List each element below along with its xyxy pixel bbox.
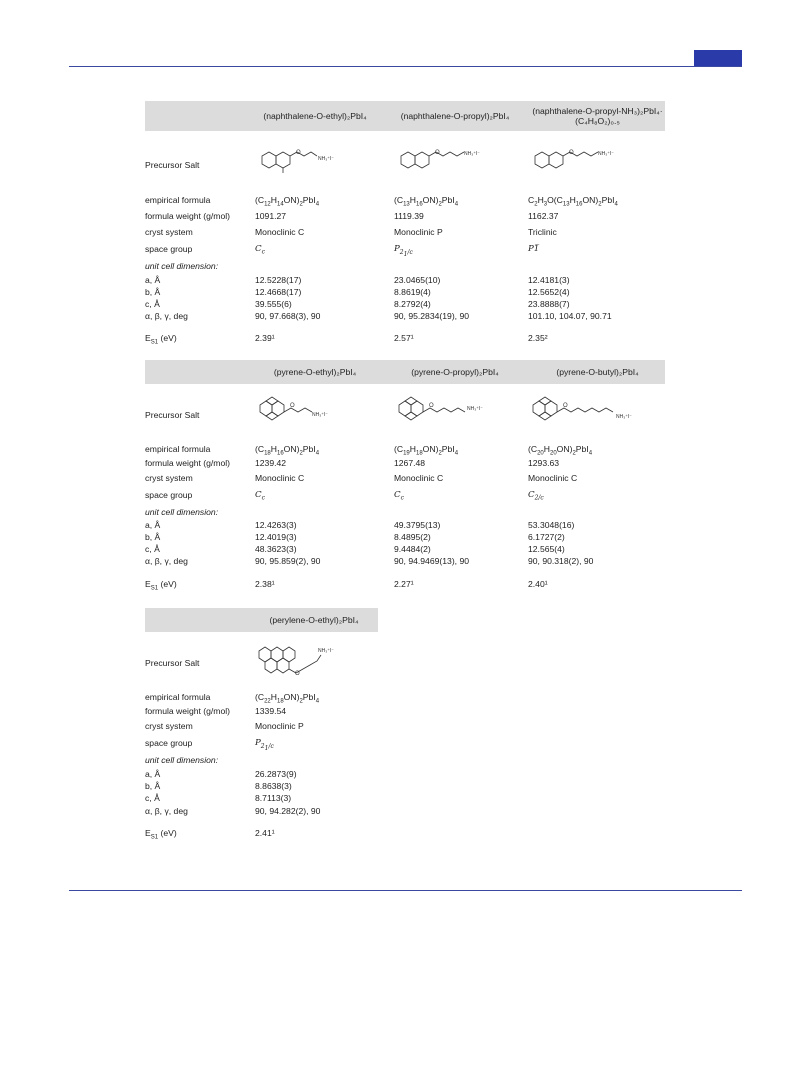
oxygen-label: O bbox=[290, 403, 295, 409]
bottom-rule bbox=[69, 890, 742, 891]
column-header: (pyrene-O-butyl)₂PbI₄ bbox=[556, 367, 639, 377]
oxygen-label: O bbox=[296, 150, 301, 156]
ammonium-label: NH₃⁺I⁻ bbox=[318, 156, 334, 162]
ammonium-label: NH₃⁺I⁻ bbox=[616, 414, 632, 420]
column-header: (naphthalene-O-ethyl)₂PbI₄ bbox=[263, 111, 367, 121]
ammonium-label: NH₃⁺I⁻ bbox=[467, 406, 483, 412]
oxygen-label: O bbox=[569, 150, 574, 156]
column-header: (naphthalene-O-propyl-NH₃)₂PbI₄· (C₄H₈O₂)₀.₅ bbox=[532, 106, 663, 126]
pyrene-ethyl-structure bbox=[255, 393, 355, 429]
column-header: (perylene-O-ethyl)₂PbI₄ bbox=[269, 615, 359, 625]
oxygen-label: O bbox=[429, 403, 434, 409]
oxygen-label: O bbox=[295, 671, 300, 677]
top-rule bbox=[69, 66, 742, 67]
column-header: (pyrene-O-propyl)₂PbI₄ bbox=[411, 367, 499, 377]
ammonium-label: NH₃⁺I⁻ bbox=[312, 412, 328, 418]
pyrene-propyl-structure bbox=[394, 393, 504, 429]
oxygen-label: O bbox=[563, 403, 568, 409]
header-bar bbox=[145, 360, 665, 384]
column-header: (pyrene-O-ethyl)₂PbI₄ bbox=[273, 367, 357, 377]
header-bar bbox=[145, 608, 378, 632]
naphthalene-ethyl-structure bbox=[255, 145, 345, 179]
perylene-ethyl-structure bbox=[255, 641, 365, 681]
header-bar bbox=[145, 101, 665, 131]
ammonium-label: NH₃⁺I⁻ bbox=[318, 648, 334, 654]
naphthalene-propyl-structure bbox=[394, 145, 494, 179]
page-corner-tab bbox=[694, 50, 742, 66]
column-header: (naphthalene-O-propyl)₂PbI₄ bbox=[400, 111, 510, 121]
pyrene-butyl-structure bbox=[528, 393, 648, 429]
ammonium-label: NH₃⁺I⁻ bbox=[598, 151, 614, 157]
oxygen-label: O bbox=[435, 150, 440, 156]
ammonium-label: NH₃⁺I⁻ bbox=[464, 151, 480, 157]
naphthalene-propyl-nh3-structure bbox=[528, 145, 628, 179]
